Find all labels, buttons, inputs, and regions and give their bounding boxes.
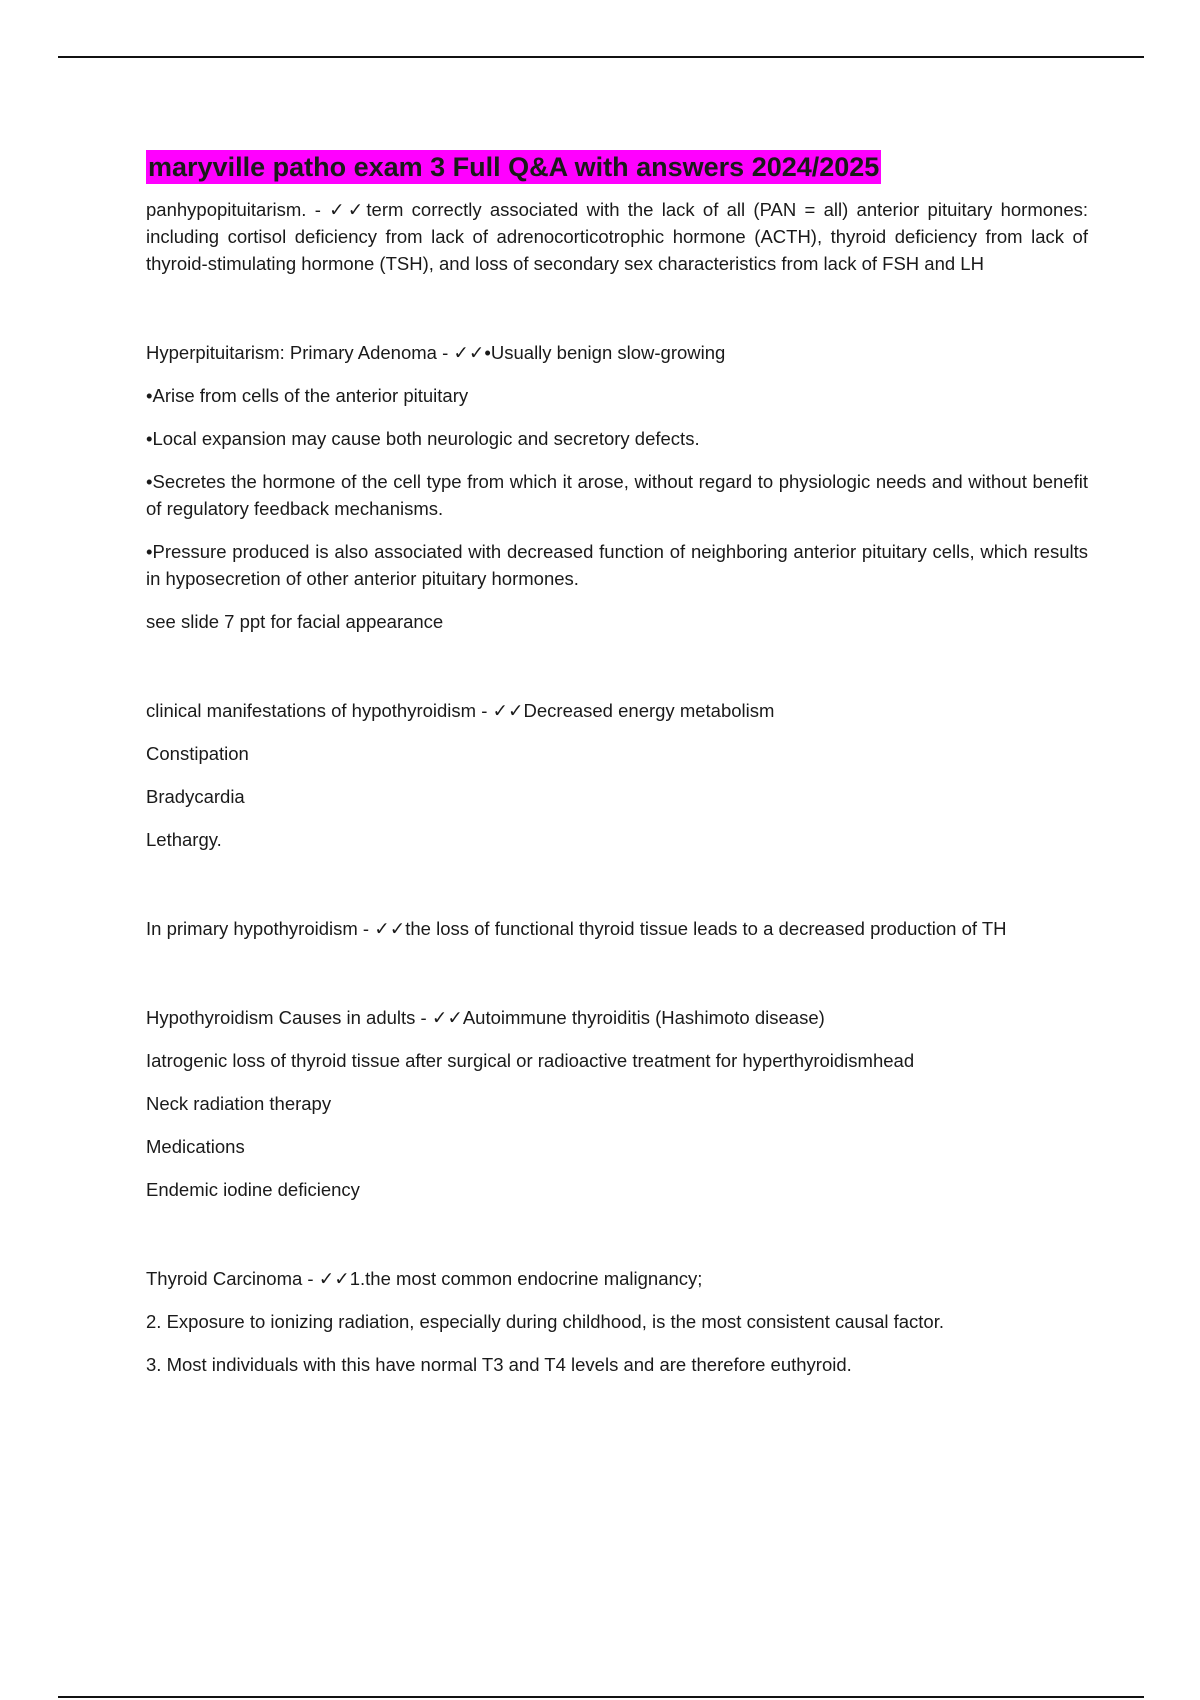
qa-question-answer: Thyroid Carcinoma - ✓✓1.the most common endocrine malignancy; — [146, 1268, 703, 1289]
qa-answer-line: see slide 7 ppt for facial appearance — [146, 611, 444, 632]
document-body — [146, 150, 1088, 1440]
qa-question-answer: clinical manifestations of hypothyroidism - ✓✓Decreased energy metabolism — [146, 700, 775, 721]
qa-entry — [146, 697, 1088, 853]
qa-answer-line: Medications — [146, 1136, 245, 1157]
qa-entry — [146, 196, 1088, 277]
qa-question-answer: In primary hypothyroidism - ✓✓the loss of functional thyroid tissue leads to a decreased production of TH — [146, 918, 1007, 939]
qa-answer-line: Neck radiation therapy — [146, 1093, 332, 1114]
qa-entry — [146, 1265, 1088, 1378]
qa-entry — [146, 339, 1088, 635]
qa-entry — [146, 915, 1088, 942]
qa-answer-line: Endemic iodine deficiency — [146, 1179, 360, 1200]
qa-answer-line: •Local expansion may cause both neurologic and secretory defects. — [146, 428, 700, 449]
qa-answer-line: •Secretes the hormone of the cell type from which it arose, without regard to physiologic needs and without benefit of regulatory feedback mechanisms. — [146, 471, 1088, 519]
qa-question-answer: panhypopituitarism. - ✓✓term correctly associated with the lack of all (PAN = all) anterior pituitary hormones: including cortisol deficiency from lack of adrenocorticotrophic hormone (ACTH), thyroid deficiency from lack of thyroid-stimulating hormone (TSH), and loss of secondary sex characteristics from lack of FSH and LH — [146, 199, 1088, 274]
document-title: maryville patho exam 3 Full Q&A with answers 2024/2025 — [148, 152, 880, 182]
qa-answer-line: Lethargy. — [146, 829, 222, 850]
qa-answer-line: •Pressure produced is also associated with decreased function of neighboring anterior pituitary cells, which results in hyposecretion of other anterior pituitary hormones. — [146, 541, 1088, 589]
qa-answer-line: Bradycardia — [146, 786, 245, 807]
header-rule — [58, 56, 1144, 58]
qa-entry — [146, 1004, 1088, 1203]
qa-question-answer: Hypothyroidism Causes in adults - ✓✓Autoimmune thyroiditis (Hashimoto disease) — [146, 1007, 825, 1028]
qa-answer-line: 2. Exposure to ionizing radiation, especially during childhood, is the most consistent causal factor. — [146, 1311, 945, 1332]
qa-answer-line: Constipation — [146, 743, 249, 764]
qa-answer-line: 3. Most individuals with this have normal T3 and T4 levels and are therefore euthyroid. — [146, 1354, 852, 1375]
qa-question-answer: Hyperpituitarism: Primary Adenoma - ✓✓•Usually benign slow-growing — [146, 342, 726, 363]
qa-answer-line: Iatrogenic loss of thyroid tissue after surgical or radioactive treatment for hyperthyroidismhead — [146, 1050, 915, 1071]
qa-answer-line: •Arise from cells of the anterior pituitary — [146, 385, 469, 406]
footer-rule — [58, 1696, 1144, 1698]
